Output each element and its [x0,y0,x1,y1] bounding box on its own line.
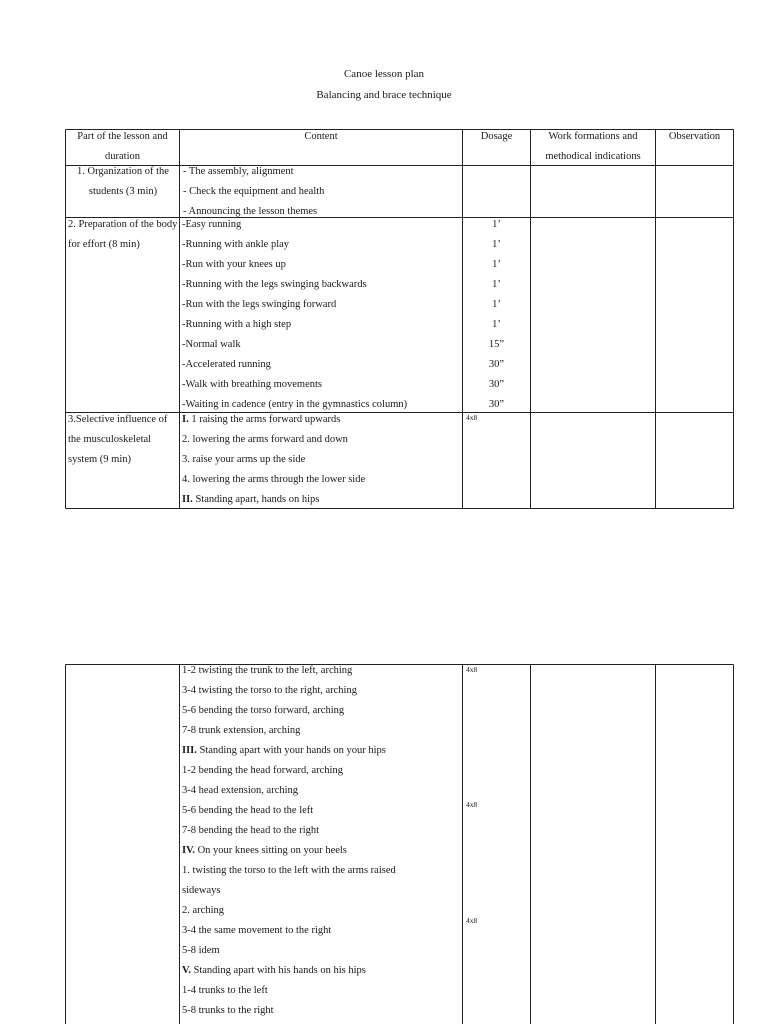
section-4-dosage-2: 4x8 [466,800,478,809]
header-observation: Observation [668,131,721,142]
content-line: 7-8 bending the head to the right [182,825,320,836]
content-line: 4. lowering the arms through the lower side [182,474,366,485]
content-line: 2. arching [182,905,224,916]
content-line: -Normal walk [182,339,241,350]
content-line: 5-6 bending the torso forward, arching [182,705,345,716]
document-subtitle: Balancing and brace technique [316,89,452,101]
content-line: 3-4 the same movement to the right [182,925,332,936]
section-1-content [183,162,324,222]
content-line: 5-8 trunks to the right [182,1005,274,1016]
section-4-content [182,661,396,1021]
content-line: I. 1 raising the arms forward upwards [182,414,341,425]
content-line: II. Standing apart, hands on hips [182,494,320,505]
header-work-formations: Work formations and methodical indications [545,131,641,162]
content-line: 2. lowering the arms forward and down [182,434,348,445]
content-line: 1-4 trunks to the left [182,985,268,996]
document-title: Canoe lesson plan [343,68,425,80]
content-line: -Running with ankle play [182,239,290,250]
dosage-value: 15” [488,339,505,350]
section-1-part: 1. Organization of the students (3 min) [77,166,169,197]
dosage-value: 1’ [492,319,501,330]
content-line: -Easy running [182,219,242,230]
section-4-dosage-3: 4x8 [466,916,478,925]
content-line: V. Standing apart with his hands on his hips [182,965,366,976]
dosage-value: 1’ [492,299,501,310]
dosage-value: 1’ [492,279,501,290]
section-2-dosage [463,215,530,415]
section-3-dosage: 4x8 [466,413,478,422]
content-line: 1. twisting the torso to the left with the arms raised [182,865,396,876]
section-3-content [182,410,365,510]
content-line: -Running with the legs swinging backwards [182,279,367,290]
content-line: -Accelerated running [182,359,271,370]
content-line: 5-8 idem [182,945,220,956]
header-dosage: Dosage [480,131,513,142]
dosage-value: 30” [488,379,505,390]
section-2-part: 2. Preparation of the body for effort (8 min) [68,219,178,250]
section-2-content [182,215,407,415]
content-line: 3. raise your arms up the side [182,454,306,465]
content-line: -Run with your knees up [182,259,286,270]
content-line: 3-4 head extension, arching [182,785,299,796]
content-line: IV. On your knees sitting on your heels [182,845,347,856]
section-4-dosage-1: 4x8 [466,665,478,674]
content-line: -Run with the legs swinging forward [182,299,337,310]
content-line: 7-8 trunk extension, arching [182,725,301,736]
content-line: 3-4 twisting the torso to the right, arching [182,685,357,696]
dosage-value: 1’ [492,259,501,270]
content-line: -Walk with breathing movements [182,379,322,390]
content-line: - Check the equipment and health [183,186,325,197]
content-line: 5-6 bending the head to the left [182,805,314,816]
header-part: Part of the lesson and duration [77,131,168,162]
dosage-value: 1’ [492,219,501,230]
content-line: sideways [182,885,221,896]
dosage-value: 30” [488,399,505,410]
content-line: - Announcing the lesson themes [183,206,318,217]
dosage-value: 1’ [492,239,501,250]
section-3-part: 3.Selective influence of the musculoskeletal system (9 min) [68,414,168,465]
content-line: III. Standing apart with your hands on your hips [182,745,386,756]
content-line: -Waiting in cadence (entry in the gymnastics column) [182,399,408,410]
header-content: Content [304,131,338,142]
content-line: - The assembly, alignment [183,166,294,177]
content-line: 1-2 twisting the trunk to the left, arching [182,665,353,676]
dosage-value: 30” [488,359,505,370]
content-line: 1-2 bending the head forward, arching [182,765,343,776]
content-line: -Running with a high step [182,319,292,330]
